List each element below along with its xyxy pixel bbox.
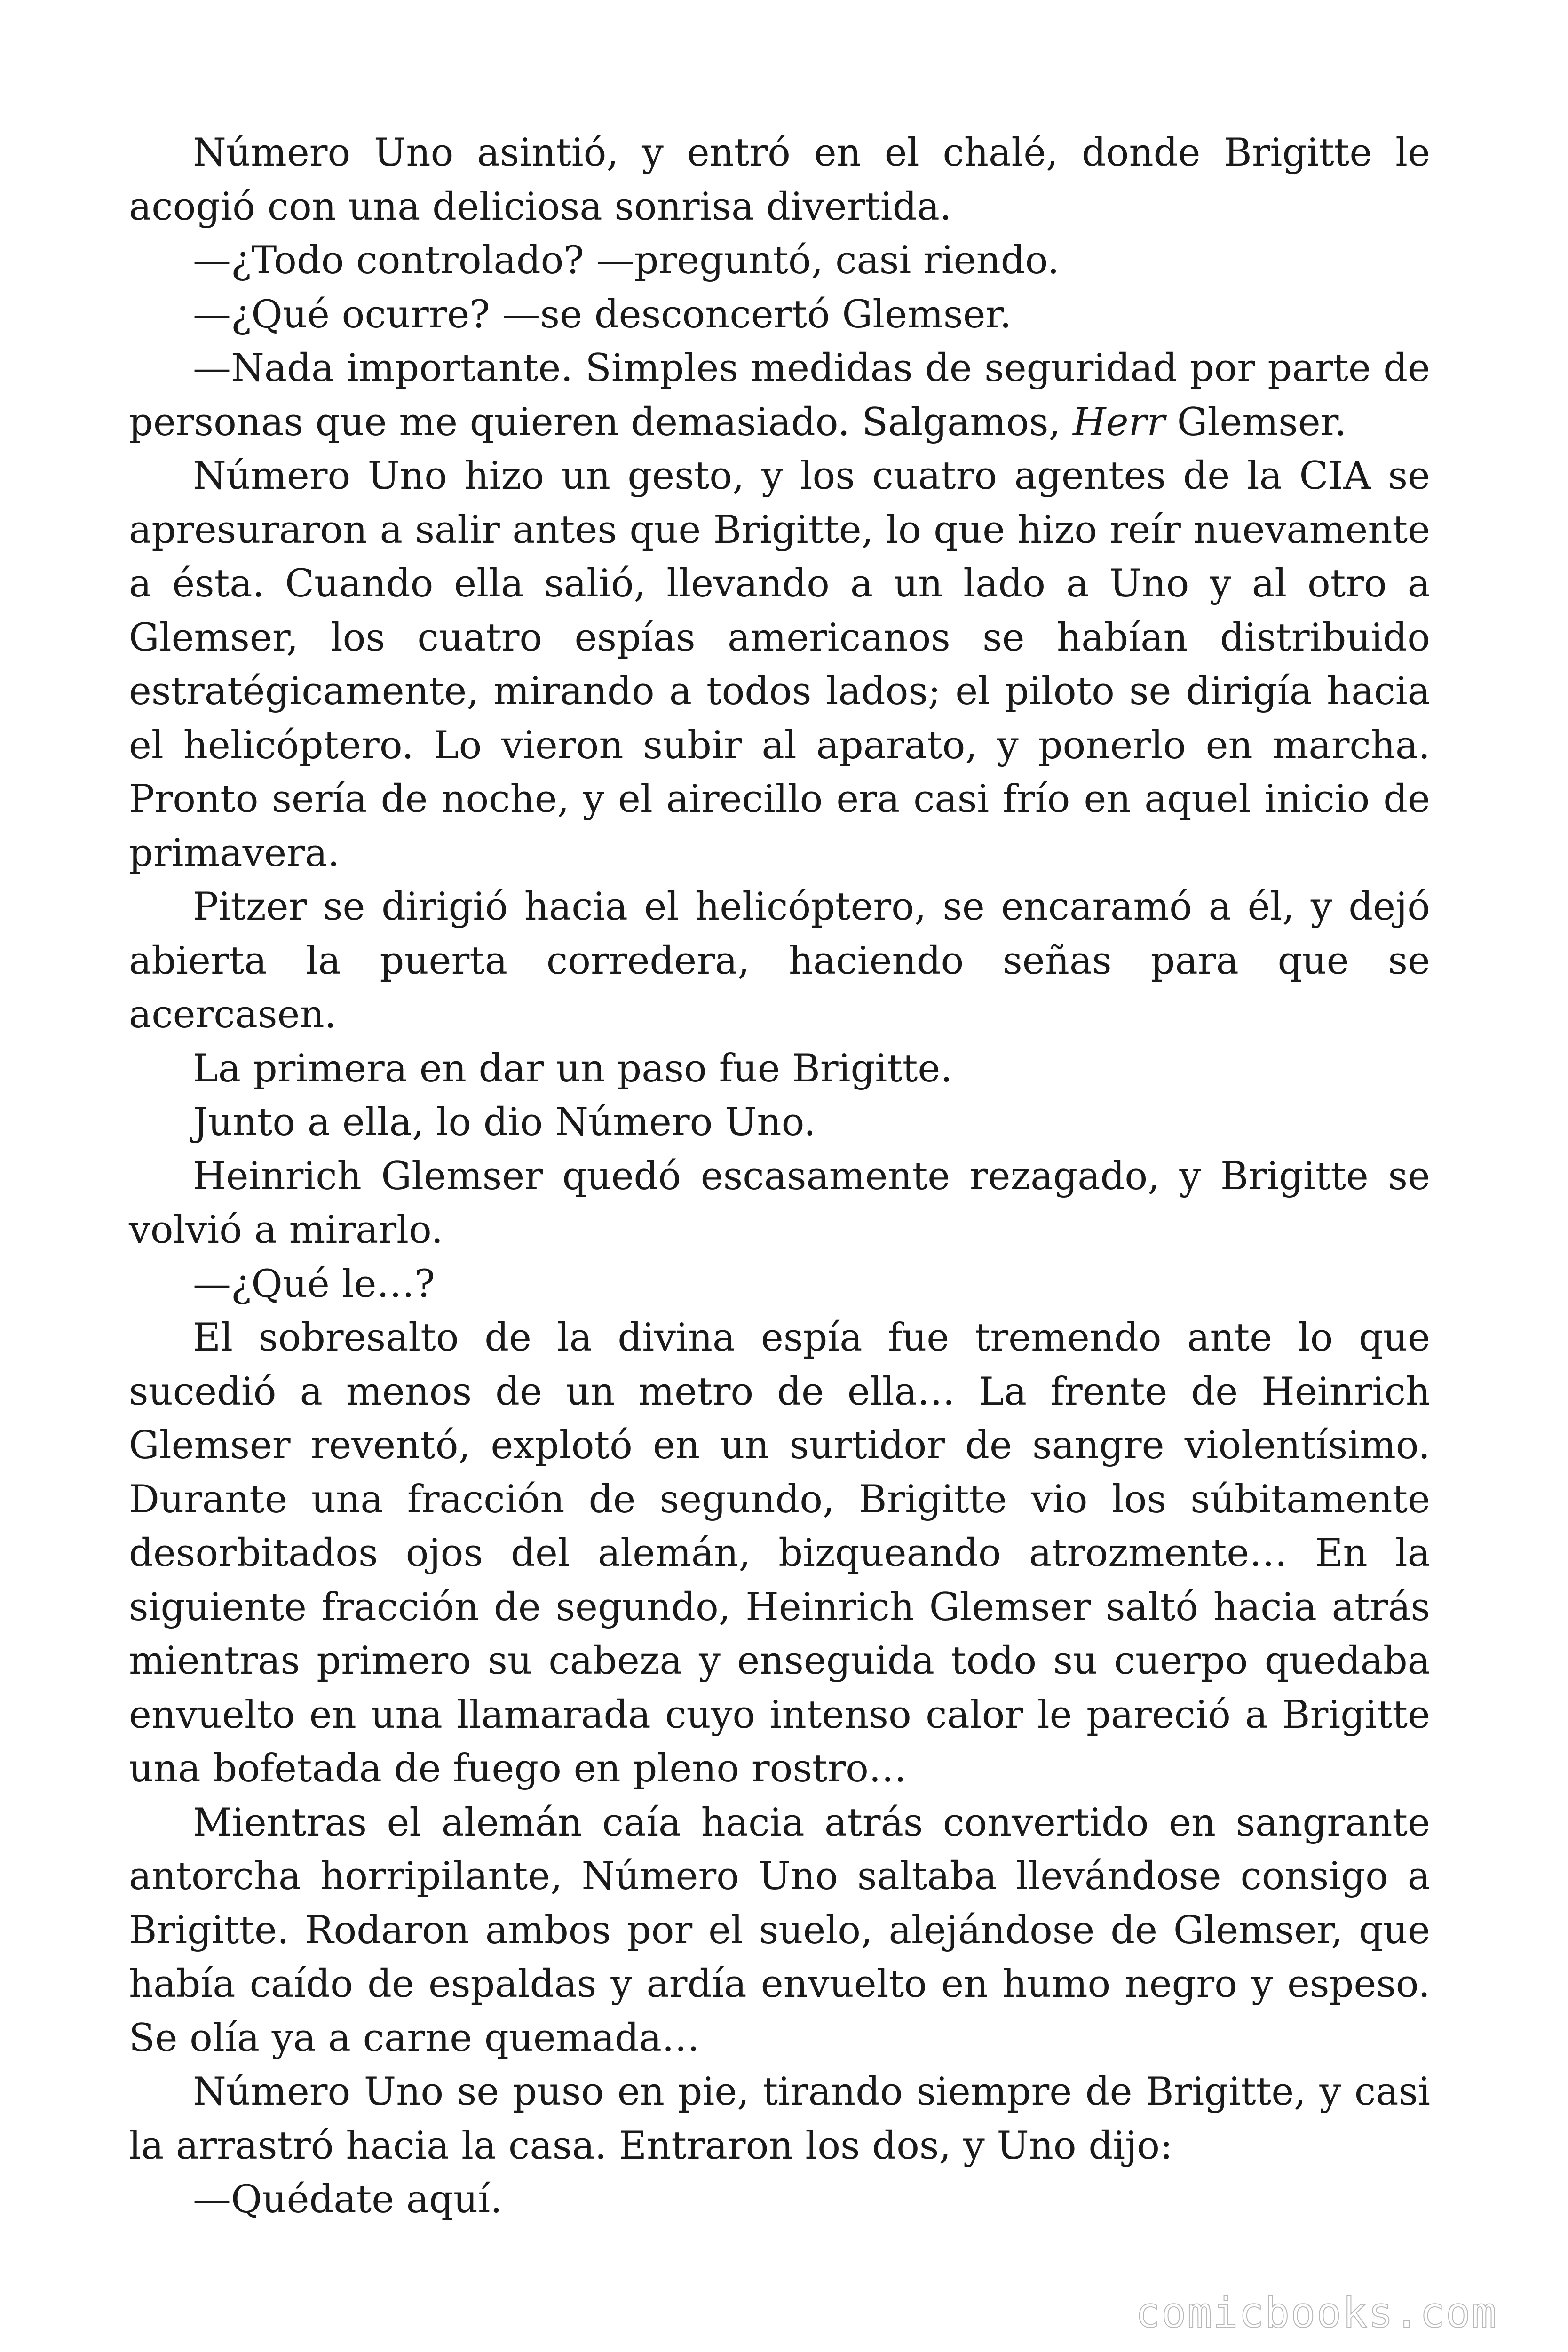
- paragraph: —Quédate aquí.: [193, 2177, 502, 2222]
- italic-word: Herr: [1073, 400, 1165, 445]
- site-watermark: comicbooks.com: [1135, 2288, 1497, 2337]
- paragraph: Número Uno asintió, y entró en el chalé, donde Brigitte le acogió con una deliciosa sonrisa divertida.: [129, 131, 1430, 229]
- paragraph-text: Glemser.: [1165, 400, 1347, 445]
- body-text: [129, 126, 1430, 2227]
- paragraph: Número Uno se puso en pie, tirando siempre de Brigitte, y casi la arrastró hacia la casa. Entraron los dos, y Uno dijo:: [129, 2070, 1430, 2168]
- paragraph: —¿Todo controlado? —preguntó, casi riendo.: [193, 238, 1060, 283]
- paragraph: La primera en dar un paso fue Brigitte.: [193, 1046, 953, 1091]
- paragraph: Mientras el alemán caía hacia atrás convertido en sangrante antorcha horripilante, Número Uno saltaba llevándose consigo a Brigitte. Rodaron ambos por el suelo, alejándose de Glemser, que había caído de espaldas y ardía envuelto en humo negro y espeso. Se olía ya a carne quemada…: [129, 1800, 1430, 2060]
- paragraph: Heinrich Glemser quedó escasamente rezagado, y Brigitte se volvió a mirarlo.: [129, 1154, 1430, 1252]
- paragraph: —¿Qué le…?: [193, 1262, 435, 1306]
- paragraph: El sobresalto de la divina espía fue tremendo ante lo que sucedió a menos de un metro de ella… La frente de Heinrich Glemser reventó, explotó en un surtidor de sangre violentísimo. Durante una fracción de segundo, Brigitte vio los súbitamente desorbitados ojos del alemán, bizqueando atrozmente… En la siguiente fracción de segundo, Heinrich Glemser saltó hacia atrás mientras primero su cabeza y enseguida todo su cuerpo quedaba envuelto en una llamarada cuyo intenso calor le pareció a Brigitte una bofetada de fuego en pleno rostro…: [129, 1316, 1430, 1791]
- paragraph: Número Uno hizo un gesto, y los cuatro agentes de la CIA se apresuraron a salir antes que Brigitte, lo que hizo reír nuevamente a ésta. Cuando ella salió, llevando a un lado a Uno y al otro a Glemser, los cuatro espías americanos se habían distribuido estratégicamente, mirando a todos lados; el piloto se dirigía hacia el helicóptero. Lo vieron subir al aparato, y ponerlo en marcha. Pronto sería de noche, y el airecillo era casi frío en aquel inicio de primavera.: [129, 454, 1430, 875]
- paragraph: [129, 342, 1430, 449]
- paragraph: Pitzer se dirigió hacia el helicóptero, se encaramó a él, y dejó abierta la puerta corredera, haciendo señas para que se acercasen.: [129, 885, 1430, 1037]
- paragraph: —¿Qué ocurre? —se desconcertó Glemser.: [193, 292, 1012, 337]
- paragraph-text: —Nada importante. Simples medidas de seguridad por parte de personas que me quieren demasiado. Salgamos,: [129, 346, 1430, 445]
- paragraph: Junto a ella, lo dio Número Uno.: [193, 1100, 816, 1144]
